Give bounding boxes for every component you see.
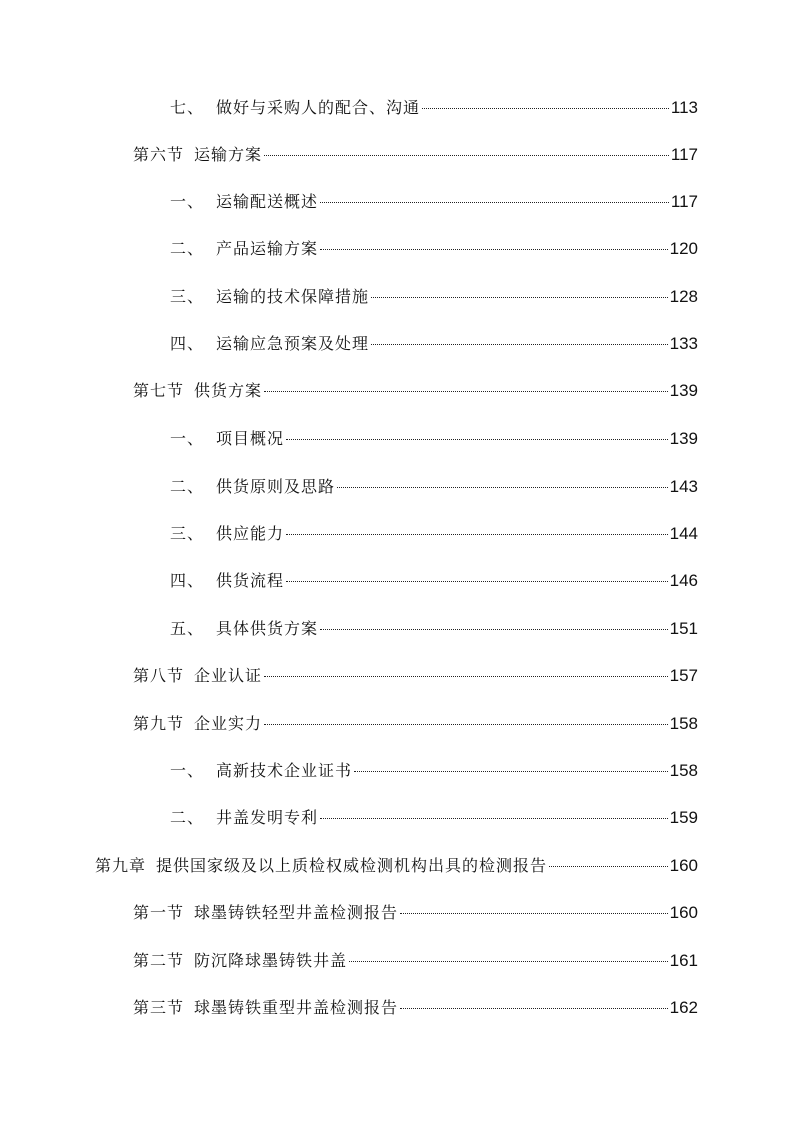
toc-entry-number: 第一节: [133, 903, 185, 922]
toc-dot-leader: [264, 724, 668, 725]
toc-entry-page: 158: [669, 714, 698, 733]
toc-entry[interactable]: [170, 569, 698, 593]
toc-dot-leader: [264, 391, 668, 392]
toc-dot-leader: [354, 771, 668, 772]
toc-entry-title: 运输方案: [194, 145, 263, 164]
toc-entry[interactable]: [133, 901, 698, 925]
toc-entry-page: 128: [669, 287, 698, 306]
toc-entry-title: 高新技术企业证书: [216, 761, 353, 780]
toc-entry-page: 161: [669, 951, 698, 970]
toc-entry-page: 160: [669, 856, 698, 875]
toc-entry-title: 具体供货方案: [216, 619, 319, 638]
toc-dot-leader: [320, 629, 668, 630]
toc-entry-title: 企业实力: [194, 714, 263, 733]
toc-entry-number: 三、: [170, 524, 205, 543]
toc-entry-title: 球墨铸铁轻型井盖检测报告: [194, 903, 399, 922]
toc-entry-page: 139: [669, 429, 698, 448]
toc-entry-number: 第二节: [133, 951, 185, 970]
toc-entry[interactable]: [133, 996, 698, 1020]
toc-dot-leader: [549, 866, 668, 867]
toc-dot-leader: [264, 676, 668, 677]
toc-entry-number: 二、: [170, 808, 205, 827]
toc-dot-leader: [349, 961, 668, 962]
toc-entry-title: 供货方案: [194, 381, 263, 400]
toc-entry-page: 159: [669, 808, 698, 827]
toc-entry-title: 提供国家级及以上质检权威检测机构出具的检测报告: [156, 856, 548, 875]
toc-entry-page: 143: [669, 477, 698, 496]
toc-entry[interactable]: [95, 854, 698, 878]
toc-entry[interactable]: [133, 712, 698, 736]
toc-entry-page: 117: [670, 145, 698, 164]
toc-entry[interactable]: [170, 475, 698, 499]
toc-entry-number: 五、: [170, 619, 205, 638]
toc-entry-number: 四、: [170, 571, 205, 590]
toc-entry-page: 146: [669, 571, 698, 590]
toc-entry-title: 企业认证: [194, 666, 263, 685]
toc-entry-page: 133: [669, 334, 698, 353]
toc-entry[interactable]: [170, 237, 698, 261]
toc-dot-leader: [337, 487, 668, 488]
toc-entry-page: 158: [669, 761, 698, 780]
toc-entry-title: 项目概况: [216, 429, 285, 448]
toc-entry-title: 运输的技术保障措施: [216, 287, 370, 306]
toc-entry-page: 157: [669, 666, 698, 685]
toc-entry[interactable]: [170, 427, 698, 451]
toc-dot-leader: [400, 1008, 668, 1009]
toc-entry-number: 二、: [170, 477, 205, 496]
toc-entry[interactable]: [170, 522, 698, 546]
toc-dot-leader: [264, 155, 669, 156]
toc-entry-number: 四、: [170, 334, 205, 353]
toc-entry-title: 运输应急预案及处理: [216, 334, 370, 353]
toc-entry-page: 160: [669, 903, 698, 922]
toc-entry-title: 球墨铸铁重型井盖检测报告: [194, 998, 399, 1017]
toc-dot-leader: [286, 581, 668, 582]
toc-entry-page: 117: [670, 192, 698, 211]
toc-entry-number: 第六节: [133, 145, 185, 164]
toc-dot-leader: [422, 108, 669, 109]
toc-entry[interactable]: [170, 96, 698, 120]
toc-entry-page: 151: [669, 619, 698, 638]
toc-entry[interactable]: [170, 285, 698, 309]
toc-dot-leader: [371, 344, 668, 345]
toc-entry-number: 第八节: [133, 666, 185, 685]
toc-entry[interactable]: [170, 332, 698, 356]
toc-entry[interactable]: [133, 379, 698, 403]
toc-entry-number: 第三节: [133, 998, 185, 1017]
toc-dot-leader: [286, 439, 668, 440]
toc-entry-title: 做好与采购人的配合、沟通: [216, 98, 421, 117]
toc-entry-number: 一、: [170, 761, 205, 780]
toc-entry-number: 二、: [170, 239, 205, 258]
toc-entry-number: 一、: [170, 429, 205, 448]
toc-entry-number: 第七节: [133, 381, 185, 400]
toc-entry[interactable]: [170, 617, 698, 641]
toc-dot-leader: [320, 818, 668, 819]
toc-entry-page: 144: [669, 524, 698, 543]
toc-entry-title: 供应能力: [216, 524, 285, 543]
toc-entry-title: 井盖发明专利: [216, 808, 319, 827]
toc-entry-title: 供货流程: [216, 571, 285, 590]
toc-dot-leader: [371, 297, 668, 298]
toc-entry-number: 第九章: [95, 856, 147, 875]
toc-entry[interactable]: [133, 143, 698, 167]
toc-entry[interactable]: [133, 949, 698, 973]
toc-entry[interactable]: [170, 759, 698, 783]
toc-entry-number: 一、: [170, 192, 205, 211]
toc-entry-page: 139: [669, 381, 698, 400]
toc-entry[interactable]: [170, 806, 698, 830]
toc-entry-title: 运输配送概述: [216, 192, 319, 211]
toc-entry-page: 113: [670, 98, 698, 117]
toc-entry-page: 120: [669, 239, 698, 258]
toc-dot-leader: [320, 202, 669, 203]
toc-entry-title: 供货原则及思路: [216, 477, 336, 496]
toc-entry-page: 162: [669, 998, 698, 1017]
toc-entry-number: 三、: [170, 287, 205, 306]
toc-dot-leader: [400, 913, 668, 914]
toc-entry[interactable]: [133, 664, 698, 688]
toc-dot-leader: [320, 249, 668, 250]
toc-entry[interactable]: [170, 190, 698, 214]
toc-entry-number: 第九节: [133, 714, 185, 733]
toc-entry-number: 七、: [170, 98, 205, 117]
toc-entry-title: 防沉降球墨铸铁井盖: [194, 951, 348, 970]
toc-dot-leader: [286, 534, 668, 535]
toc-entry-title: 产品运输方案: [216, 239, 319, 258]
